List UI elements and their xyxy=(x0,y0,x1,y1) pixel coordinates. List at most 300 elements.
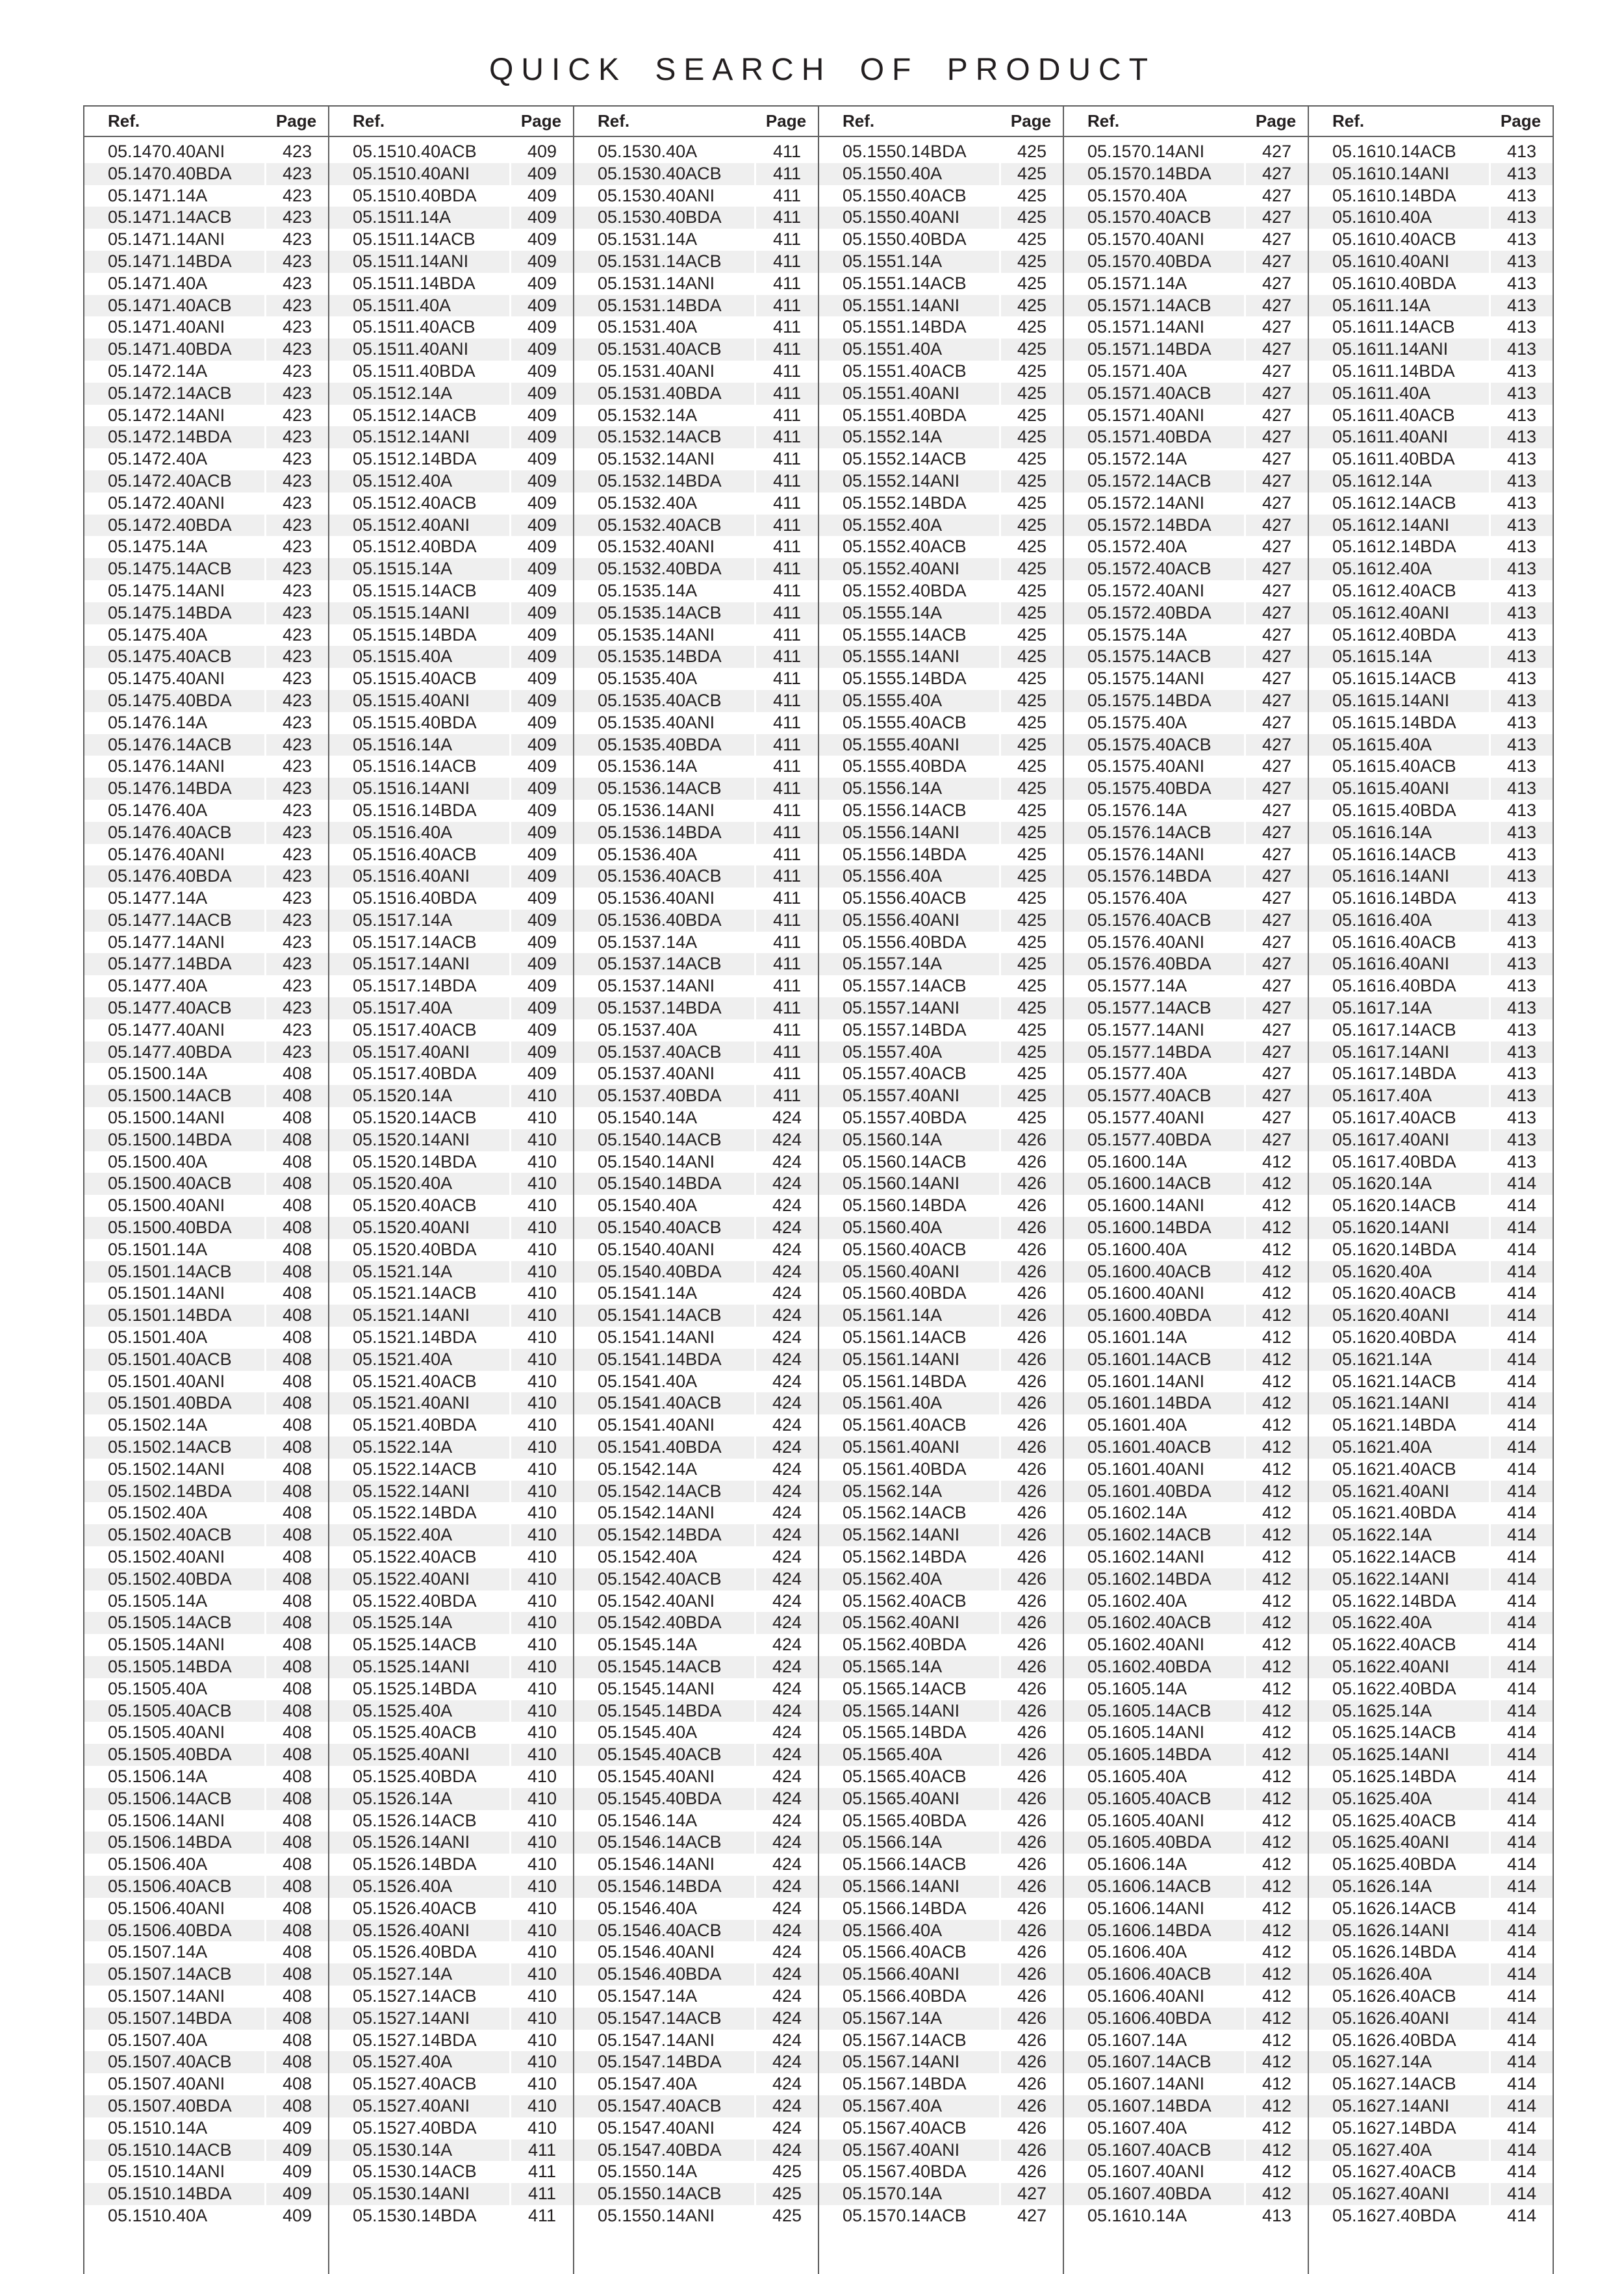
row-list xyxy=(574,137,818,2227)
page-number: 411 xyxy=(754,932,818,954)
page-number: 408 xyxy=(264,1327,328,1349)
product-ref: 05.1471.40A xyxy=(108,273,208,293)
product-ref: 05.1471.14ANI xyxy=(108,229,225,249)
product-ref: 05.1575.40A xyxy=(1087,712,1187,732)
page-number: 427 xyxy=(1244,756,1308,778)
index-row xyxy=(819,1349,1063,1371)
index-row xyxy=(1064,1437,1308,1459)
product-ref: 05.1606.14BDA xyxy=(1087,1920,1212,1940)
product-ref: 05.1530.14ACB xyxy=(353,2162,477,2182)
page-number: 425 xyxy=(999,426,1063,448)
page-number: 412 xyxy=(1244,1941,1308,1963)
page-number: 425 xyxy=(999,405,1063,427)
page-number: 409 xyxy=(264,2117,328,2140)
index-row xyxy=(84,1217,328,1239)
page-number: 424 xyxy=(754,2073,818,2095)
index-row xyxy=(1309,844,1553,866)
product-ref: 05.1517.14ANI xyxy=(353,954,470,974)
index-row xyxy=(1064,624,1308,646)
product-ref: 05.1542.40ACB xyxy=(598,1568,722,1589)
page-number: 413 xyxy=(1489,580,1553,602)
page-number: 410 xyxy=(509,1524,573,1546)
index-row xyxy=(574,1063,818,1085)
index-row xyxy=(1309,1085,1553,1107)
page-number: 423 xyxy=(264,339,328,361)
index-row xyxy=(574,273,818,295)
index-row xyxy=(819,1502,1063,1524)
product-ref: 05.1607.14A xyxy=(1087,2030,1187,2050)
page-number: 412 xyxy=(1244,1305,1308,1327)
index-row xyxy=(1309,1481,1553,1503)
product-ref: 05.1472.40ACB xyxy=(108,470,232,491)
page-number: 426 xyxy=(999,1261,1063,1283)
index-row xyxy=(1064,932,1308,954)
product-ref: 05.1520.40A xyxy=(353,1173,453,1194)
index-row xyxy=(1309,515,1553,537)
index-row xyxy=(819,1459,1063,1481)
product-ref: 05.1612.14ACB xyxy=(1332,492,1456,513)
page-number: 414 xyxy=(1489,2095,1553,2117)
product-ref: 05.1577.40A xyxy=(1087,1064,1187,1084)
index-row xyxy=(84,141,328,163)
index-row xyxy=(84,1085,328,1107)
product-ref: 05.1471.40BDA xyxy=(108,339,232,359)
product-ref: 05.1561.40BDA xyxy=(843,1459,967,1479)
index-row xyxy=(84,1832,328,1854)
index-row xyxy=(1309,1173,1553,1195)
product-ref: 05.1617.40A xyxy=(1332,1086,1432,1106)
product-ref: 05.1570.40ANI xyxy=(1087,229,1205,249)
index-row xyxy=(1064,1502,1308,1524)
index-row xyxy=(819,1151,1063,1173)
product-ref: 05.1566.14ANI xyxy=(843,1876,960,1896)
page-number: 423 xyxy=(264,207,328,229)
product-ref: 05.1516.14BDA xyxy=(353,800,477,820)
index-row xyxy=(574,953,818,975)
page-number: 425 xyxy=(999,1085,1063,1107)
page-number: 423 xyxy=(264,405,328,427)
page-number: 413 xyxy=(1489,1041,1553,1064)
product-ref: 05.1507.40A xyxy=(108,2030,208,2050)
index-row xyxy=(329,1876,573,1898)
product-ref: 05.1617.40ACB xyxy=(1332,1108,1456,1128)
index-row xyxy=(1309,1656,1553,1678)
page-number: 411 xyxy=(754,1019,818,1041)
index-row xyxy=(84,1920,328,1942)
product-ref: 05.1521.40ACB xyxy=(353,1371,477,1391)
page-number: 411 xyxy=(754,712,818,734)
product-ref: 05.1541.40A xyxy=(598,1371,698,1391)
product-ref: 05.1506.14ACB xyxy=(108,1788,232,1808)
index-row xyxy=(819,2183,1063,2205)
product-ref: 05.1545.14ACB xyxy=(598,1656,722,1676)
index-row xyxy=(84,316,328,339)
product-ref: 05.1471.14ACB xyxy=(108,207,232,227)
index-row xyxy=(329,1502,573,1524)
product-ref: 05.1525.40ACB xyxy=(353,1722,477,1743)
index-row xyxy=(84,624,328,646)
index-row xyxy=(329,1591,573,1613)
page-number: 410 xyxy=(509,2008,573,2030)
page-number: 426 xyxy=(999,1239,1063,1261)
product-ref: 05.1576.40ACB xyxy=(1087,910,1212,930)
index-row xyxy=(329,1524,573,1546)
page-number: 424 xyxy=(754,1963,818,1986)
page-number: 412 xyxy=(1244,1349,1308,1371)
product-ref: 05.1472.40A xyxy=(108,449,208,469)
product-ref: 05.1621.40ANI xyxy=(1332,1481,1450,1501)
page-number: 408 xyxy=(264,1151,328,1173)
index-row xyxy=(1309,910,1553,932)
product-ref: 05.1476.40ANI xyxy=(108,844,225,864)
product-ref: 05.1521.40BDA xyxy=(353,1415,477,1435)
page-number: 414 xyxy=(1489,2140,1553,2162)
page-number: 413 xyxy=(1489,492,1553,515)
index-row xyxy=(819,953,1063,975)
index-row xyxy=(819,1898,1063,1920)
page-number: 425 xyxy=(999,624,1063,646)
page-number: 410 xyxy=(509,1217,573,1239)
page-number: 410 xyxy=(509,1568,573,1591)
index-row xyxy=(1064,1546,1308,1568)
index-row xyxy=(574,1963,818,1986)
page-number: 413 xyxy=(1489,1063,1553,1085)
index-row xyxy=(329,910,573,932)
index-row xyxy=(574,1502,818,1524)
index-row xyxy=(329,339,573,361)
index-row xyxy=(574,251,818,273)
product-ref: 05.1555.14ACB xyxy=(843,624,967,645)
product-ref: 05.1611.14ANI xyxy=(1332,339,1449,359)
product-ref: 05.1567.40ANI xyxy=(843,2140,960,2160)
product-ref: 05.1515.40A xyxy=(353,646,453,667)
page-number: 408 xyxy=(264,1546,328,1568)
page-number: 409 xyxy=(509,690,573,712)
index-row xyxy=(574,1722,818,1744)
index-row xyxy=(574,536,818,558)
index-row xyxy=(1309,734,1553,756)
product-ref: 05.1505.40ANI xyxy=(108,1722,225,1743)
page-number: 414 xyxy=(1489,1327,1553,1349)
product-ref: 05.1561.40ANI xyxy=(843,1437,960,1457)
index-row xyxy=(1309,888,1553,910)
index-row xyxy=(329,1722,573,1744)
index-row xyxy=(329,1612,573,1634)
product-ref: 05.1520.40ANI xyxy=(353,1218,470,1238)
product-ref: 05.1600.14A xyxy=(1087,1151,1187,1171)
index-row xyxy=(1064,163,1308,185)
product-ref: 05.1537.14ACB xyxy=(598,954,722,974)
page-number: 423 xyxy=(264,712,328,734)
page-number: 413 xyxy=(1489,558,1553,580)
page-number: 409 xyxy=(264,2140,328,2162)
product-ref: 05.1536.40BDA xyxy=(598,910,722,930)
product-ref: 05.1560.14ACB xyxy=(843,1151,967,1171)
page-number: 423 xyxy=(264,800,328,822)
page-number: 427 xyxy=(1244,185,1308,207)
product-ref: 05.1627.14A xyxy=(1332,2052,1432,2072)
product-ref: 05.1500.40A xyxy=(108,1151,208,1171)
index-row xyxy=(1309,1744,1553,1766)
product-ref: 05.1511.14ANI xyxy=(353,251,469,271)
page-number: 424 xyxy=(754,1810,818,1832)
index-row xyxy=(819,470,1063,492)
page-number: 411 xyxy=(754,1041,818,1064)
product-ref: 05.1522.14BDA xyxy=(353,1503,477,1523)
page-number: 414 xyxy=(1489,1612,1553,1634)
product-ref: 05.1521.14ANI xyxy=(353,1305,470,1325)
index-row xyxy=(574,1085,818,1107)
page-number: 425 xyxy=(999,997,1063,1019)
product-ref: 05.1617.14A xyxy=(1332,998,1432,1018)
index-row xyxy=(819,712,1063,734)
page-number: 412 xyxy=(1244,1854,1308,1876)
index-row xyxy=(1309,690,1553,712)
product-ref: 05.1501.14BDA xyxy=(108,1305,232,1325)
index-row xyxy=(819,185,1063,207)
product-ref: 05.1522.14A xyxy=(353,1437,453,1457)
product-ref: 05.1570.40ACB xyxy=(1087,207,1212,227)
index-row xyxy=(819,1832,1063,1854)
product-ref: 05.1551.40ACB xyxy=(843,361,967,381)
product-ref: 05.1577.14ACB xyxy=(1087,998,1212,1018)
product-ref: 05.1475.14ACB xyxy=(108,559,232,579)
index-row xyxy=(819,448,1063,470)
index-row xyxy=(1064,1063,1308,1085)
index-row xyxy=(84,1283,328,1305)
index-row xyxy=(1064,229,1308,251)
index-row xyxy=(574,1546,818,1568)
index-row xyxy=(329,1854,573,1876)
index-row xyxy=(1064,2117,1308,2140)
row-list xyxy=(84,137,328,2227)
product-ref: 05.1557.14A xyxy=(843,954,943,974)
index-row xyxy=(819,1305,1063,1327)
product-ref: 05.1501.14ACB xyxy=(108,1261,232,1281)
index-row xyxy=(1064,668,1308,690)
product-ref: 05.1615.40ACB xyxy=(1332,756,1456,776)
index-row xyxy=(1309,624,1553,646)
page-number: 424 xyxy=(754,2051,818,2073)
index-row xyxy=(84,448,328,470)
product-ref: 05.1566.40ACB xyxy=(843,1942,967,1962)
index-row xyxy=(574,339,818,361)
product-ref: 05.1516.14A xyxy=(353,734,453,754)
index-row xyxy=(574,1876,818,1898)
index-row xyxy=(574,624,818,646)
index-row xyxy=(819,1766,1063,1788)
page-number: 413 xyxy=(1489,602,1553,624)
page-number: 409 xyxy=(509,822,573,844)
page-number: 410 xyxy=(509,1634,573,1656)
product-ref: 05.1542.14BDA xyxy=(598,1525,722,1545)
page-number: 410 xyxy=(509,1591,573,1613)
page-number: 427 xyxy=(1244,1063,1308,1085)
index-row xyxy=(819,1722,1063,1744)
page-number: 410 xyxy=(509,1612,573,1634)
page-number: 423 xyxy=(264,646,328,668)
page-number: 414 xyxy=(1489,1920,1553,1942)
index-row xyxy=(1309,1920,1553,1942)
index-row xyxy=(1309,2051,1553,2073)
product-ref: 05.1557.14ACB xyxy=(843,976,967,996)
page-number: 426 xyxy=(999,1414,1063,1437)
index-column-1 xyxy=(83,107,328,2274)
index-row xyxy=(819,1392,1063,1414)
page-number: 414 xyxy=(1489,1437,1553,1459)
product-ref: 05.1545.40ACB xyxy=(598,1744,722,1765)
product-ref: 05.1476.14A xyxy=(108,712,208,732)
page-number: 408 xyxy=(264,1459,328,1481)
page-number: 424 xyxy=(754,1832,818,1854)
page-number: 410 xyxy=(509,1173,573,1195)
index-row xyxy=(574,1019,818,1041)
index-row xyxy=(84,515,328,537)
page-number: 427 xyxy=(1244,405,1308,427)
page-number: 411 xyxy=(509,2140,573,2162)
product-ref: 05.1476.14BDA xyxy=(108,778,232,798)
column-header xyxy=(1309,107,1553,137)
page-number: 427 xyxy=(1244,229,1308,251)
page-header: Page xyxy=(765,111,807,131)
page-number: 425 xyxy=(999,734,1063,756)
product-ref: 05.1505.40ACB xyxy=(108,1700,232,1720)
product-ref: 05.1541.14ACB xyxy=(598,1305,722,1325)
page-number: 426 xyxy=(999,2117,1063,2140)
product-ref: 05.1617.14BDA xyxy=(1332,1064,1456,1084)
page-number: 410 xyxy=(509,2030,573,2052)
product-ref: 05.1562.40ACB xyxy=(843,1591,967,1611)
page-number: 410 xyxy=(509,1107,573,1129)
index-row xyxy=(84,1305,328,1327)
product-ref: 05.1561.40A xyxy=(843,1393,943,1413)
product-ref: 05.1475.14ANI xyxy=(108,580,225,600)
index-row xyxy=(1064,1986,1308,2008)
page-number: 411 xyxy=(754,602,818,624)
page-number: 423 xyxy=(264,448,328,470)
index-row xyxy=(574,1437,818,1459)
product-ref: 05.1521.14ACB xyxy=(353,1283,477,1303)
page-number: 413 xyxy=(1489,470,1553,492)
product-ref: 05.1555.40ANI xyxy=(843,734,960,754)
product-ref: 05.1540.14ANI xyxy=(598,1151,715,1171)
index-row xyxy=(329,1239,573,1261)
product-ref: 05.1511.40ANI xyxy=(353,339,469,359)
product-ref: 05.1617.40ANI xyxy=(1332,1129,1450,1149)
index-row xyxy=(329,734,573,756)
page-number: 410 xyxy=(509,2117,573,2140)
page-number: 409 xyxy=(509,602,573,624)
product-ref: 05.1507.40BDA xyxy=(108,2095,232,2115)
product-ref: 05.1547.40A xyxy=(598,2074,698,2094)
page-number: 427 xyxy=(1244,690,1308,712)
index-row xyxy=(84,690,328,712)
index-row xyxy=(329,1305,573,1327)
index-row xyxy=(329,448,573,470)
index-row xyxy=(1064,712,1308,734)
index-row xyxy=(84,1591,328,1613)
product-ref: 05.1505.14A xyxy=(108,1591,208,1611)
index-row xyxy=(574,668,818,690)
product-ref: 05.1512.40ANI xyxy=(353,515,470,535)
product-ref: 05.1547.40BDA xyxy=(598,2140,722,2160)
page-number: 408 xyxy=(264,1876,328,1898)
index-row xyxy=(1309,1832,1553,1854)
page-header: Page xyxy=(275,111,317,131)
index-row xyxy=(84,2183,328,2205)
index-row xyxy=(1309,273,1553,295)
page-number: 423 xyxy=(264,251,328,273)
page-number: 425 xyxy=(999,361,1063,383)
index-row xyxy=(1309,1963,1553,1986)
page-number: 411 xyxy=(754,756,818,778)
product-ref: 05.1572.40ANI xyxy=(1087,580,1205,600)
product-ref: 05.1622.40ANI xyxy=(1332,1656,1450,1676)
page-number: 423 xyxy=(264,953,328,975)
product-ref: 05.1532.40ACB xyxy=(598,515,722,535)
product-ref: 05.1577.14A xyxy=(1087,976,1187,996)
index-row xyxy=(1309,2095,1553,2117)
index-row xyxy=(819,295,1063,317)
index-row xyxy=(84,1941,328,1963)
product-ref: 05.1626.40A xyxy=(1332,1964,1432,1984)
index-row xyxy=(1309,1327,1553,1349)
index-row xyxy=(1064,295,1308,317)
product-ref: 05.1610.14BDA xyxy=(1332,185,1456,205)
page-number: 410 xyxy=(509,1327,573,1349)
product-ref: 05.1602.40ACB xyxy=(1087,1613,1212,1633)
index-row xyxy=(1064,778,1308,800)
page-number: 411 xyxy=(754,953,818,975)
page-number: 408 xyxy=(264,1766,328,1788)
index-row xyxy=(1064,865,1308,888)
index-column-5 xyxy=(1063,107,1308,2274)
product-ref: 05.1520.40BDA xyxy=(353,1239,477,1259)
product-ref: 05.1577.40ACB xyxy=(1087,1086,1212,1106)
page-number: 427 xyxy=(1244,910,1308,932)
product-ref: 05.1550.40A xyxy=(843,163,943,183)
index-row xyxy=(1064,2161,1308,2183)
index-row xyxy=(329,1986,573,2008)
page-number: 408 xyxy=(264,1788,328,1810)
index-row xyxy=(329,646,573,668)
index-row xyxy=(1064,185,1308,207)
index-row xyxy=(84,1524,328,1546)
product-ref: 05.1606.40BDA xyxy=(1087,2008,1212,2028)
product-ref: 05.1535.14ANI xyxy=(598,624,715,645)
product-ref: 05.1545.40A xyxy=(598,1722,698,1743)
index-row xyxy=(1064,910,1308,932)
product-ref: 05.1521.14A xyxy=(353,1261,453,1281)
product-ref: 05.1471.40ANI xyxy=(108,317,225,337)
product-ref: 05.1475.40ANI xyxy=(108,669,225,689)
product-ref: 05.1530.14BDA xyxy=(353,2205,477,2225)
index-row xyxy=(329,1151,573,1173)
product-ref: 05.1536.40ANI xyxy=(598,888,715,908)
index-row xyxy=(1309,1810,1553,1832)
index-row xyxy=(574,1524,818,1546)
index-row xyxy=(819,1063,1063,1085)
index-row xyxy=(1309,778,1553,800)
product-ref: 05.1601.40ACB xyxy=(1087,1437,1212,1457)
page-number: 409 xyxy=(509,668,573,690)
page-number: 408 xyxy=(264,1744,328,1766)
index-row xyxy=(574,1854,818,1876)
page-number: 425 xyxy=(754,2205,818,2227)
product-ref: 05.1566.40A xyxy=(843,1920,943,1940)
page-number: 423 xyxy=(264,470,328,492)
product-ref: 05.1570.40A xyxy=(1087,185,1187,205)
